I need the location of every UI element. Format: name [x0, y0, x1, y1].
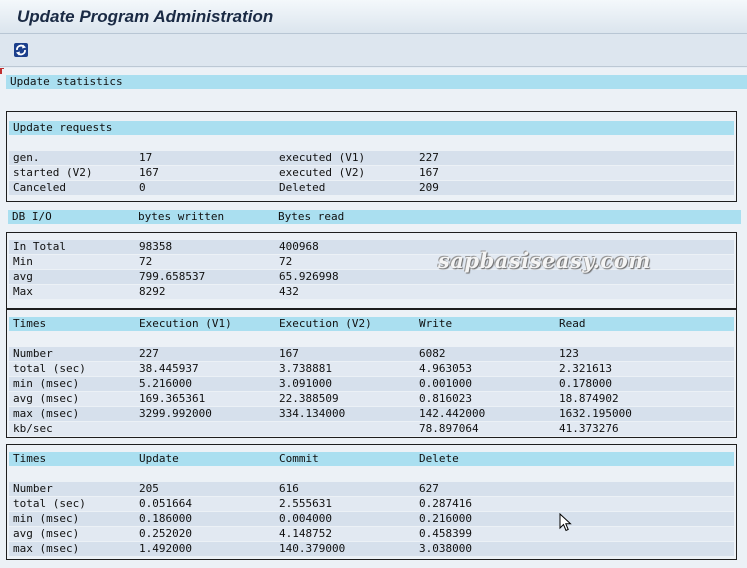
table-cell: 3299.992000: [139, 407, 212, 420]
window-title: Update Program Administration: [17, 7, 274, 26]
table-cell: 38.445937: [139, 362, 199, 375]
table-row: [9, 527, 734, 541]
table-cell: 400968: [279, 240, 319, 253]
table-cell: 209: [419, 181, 439, 194]
table-cell: Min: [13, 255, 33, 268]
column-header: Execution (V1): [139, 317, 232, 330]
table-cell: Deleted: [279, 181, 326, 194]
table-row: [9, 482, 734, 496]
table-cell: Canceled: [13, 181, 66, 194]
table-cell: 627: [419, 482, 439, 495]
table-cell: 1.492000: [139, 542, 192, 555]
column-header: Bytes read: [278, 210, 345, 223]
title-bar: [0, 0, 747, 34]
table-cell: 0.287416: [419, 497, 472, 510]
column-header: DB I/O: [12, 210, 52, 223]
table-cell: total (sec): [13, 362, 86, 375]
table-row: [9, 151, 734, 165]
table-cell: Number: [13, 482, 53, 495]
table-cell: gen.: [13, 151, 40, 164]
table-row: [9, 285, 734, 299]
column-header: Times: [13, 317, 47, 330]
corner-marker: [0, 68, 4, 74]
table-row: [9, 181, 734, 195]
table-row: [9, 377, 734, 391]
table-cell: 8292: [139, 285, 166, 298]
table-cell: 0.186000: [139, 512, 192, 525]
watermark: sapbasiseasy.com: [438, 248, 651, 273]
table-cell: 0.178000: [559, 377, 612, 390]
table-cell: avg (msec): [13, 527, 80, 540]
table-cell: started (V2): [13, 166, 93, 179]
table-cell: 432: [279, 285, 299, 298]
table-cell: 1632.195000: [559, 407, 632, 420]
table-cell: In Total: [13, 240, 66, 253]
table-cell: 169.365361: [139, 392, 206, 405]
table-cell: Number: [13, 347, 53, 360]
table-cell: 0: [139, 181, 146, 194]
table-cell: 123: [559, 347, 579, 360]
table-row: [9, 166, 734, 180]
table-cell: 41.373276: [559, 422, 619, 435]
table-row: [9, 347, 734, 361]
table-cell: 799.658537: [139, 270, 206, 283]
table-cell: 2.555631: [279, 497, 332, 510]
table-cell: 3.738881: [279, 362, 332, 375]
table-row: [9, 407, 734, 421]
table-cell: 140.379000: [279, 542, 346, 555]
column-header: Times: [13, 452, 47, 465]
table-cell: Max: [13, 285, 33, 298]
table-cell: 2.321613: [559, 362, 612, 375]
table-cell: max (msec): [13, 542, 80, 555]
column-header: Commit: [279, 452, 319, 465]
table-cell: 3.038000: [419, 542, 472, 555]
table-cell: 0.252020: [139, 527, 192, 540]
table-cell: 0.051664: [139, 497, 192, 510]
table-cell: 98358: [139, 240, 173, 253]
update-requests-title: Update requests: [9, 121, 734, 135]
column-header: Execution (V2): [279, 317, 372, 330]
table-row: [9, 542, 734, 556]
table-cell: avg (msec): [13, 392, 80, 405]
refresh-button[interactable]: [12, 41, 30, 59]
table-cell: 4.148752: [279, 527, 332, 540]
refresh-icon: [12, 41, 30, 59]
table-cell: 616: [279, 482, 299, 495]
table-cell: 167: [419, 166, 439, 179]
times-update-header-row: [9, 452, 734, 466]
times-execution-box: [6, 309, 737, 438]
table-row: [9, 497, 734, 511]
times-execution-header-row: [9, 317, 734, 331]
table-cell: avg: [13, 270, 33, 283]
column-header: Write: [419, 317, 453, 330]
table-cell: 167: [139, 166, 159, 179]
table-cell: 0.816023: [419, 392, 472, 405]
table-cell: 65.926998: [279, 270, 339, 283]
table-row: [9, 422, 734, 436]
table-cell: 5.216000: [139, 377, 192, 390]
table-cell: 142.442000: [419, 407, 486, 420]
table-cell: min (msec): [13, 512, 80, 525]
table-cell: executed (V2): [279, 166, 366, 179]
column-header: Delete: [419, 452, 459, 465]
table-row: [9, 392, 734, 406]
mouse-cursor-icon: [559, 513, 573, 533]
table-cell: 4.963053: [419, 362, 472, 375]
table-cell: 0.004000: [279, 512, 332, 525]
content-area: [0, 68, 747, 568]
column-header: Update: [139, 452, 179, 465]
table-row: [9, 512, 734, 526]
table-cell: executed (V1): [279, 151, 366, 164]
toolbar: [0, 34, 747, 67]
db-io-header-row: [8, 210, 741, 224]
table-cell: kb/sec: [13, 422, 53, 435]
update-requests-box: [6, 111, 737, 202]
table-cell: 3.091000: [279, 377, 332, 390]
table-cell: min (msec): [13, 377, 80, 390]
table-cell: total (sec): [13, 497, 86, 510]
table-cell: 78.897064: [419, 422, 479, 435]
table-cell: 205: [139, 482, 159, 495]
table-cell: 0.001000: [419, 377, 472, 390]
column-header: bytes written: [138, 210, 225, 223]
table-cell: 334.134000: [279, 407, 346, 420]
table-cell: 72: [279, 255, 293, 268]
table-cell: 72: [139, 255, 153, 268]
table-cell: 18.874902: [559, 392, 619, 405]
table-cell: max (msec): [13, 407, 80, 420]
table-cell: 6082: [419, 347, 446, 360]
table-cell: 0.216000: [419, 512, 472, 525]
table-cell: 0.458399: [419, 527, 472, 540]
table-cell: 227: [419, 151, 439, 164]
table-row: [9, 362, 734, 376]
times-update-box: [6, 444, 737, 560]
section-title: Update statistics: [6, 75, 747, 89]
column-header: Read: [559, 317, 586, 330]
table-cell: 17: [139, 151, 153, 164]
table-cell: 227: [139, 347, 159, 360]
table-cell: 167: [279, 347, 299, 360]
table-cell: 22.388509: [279, 392, 339, 405]
